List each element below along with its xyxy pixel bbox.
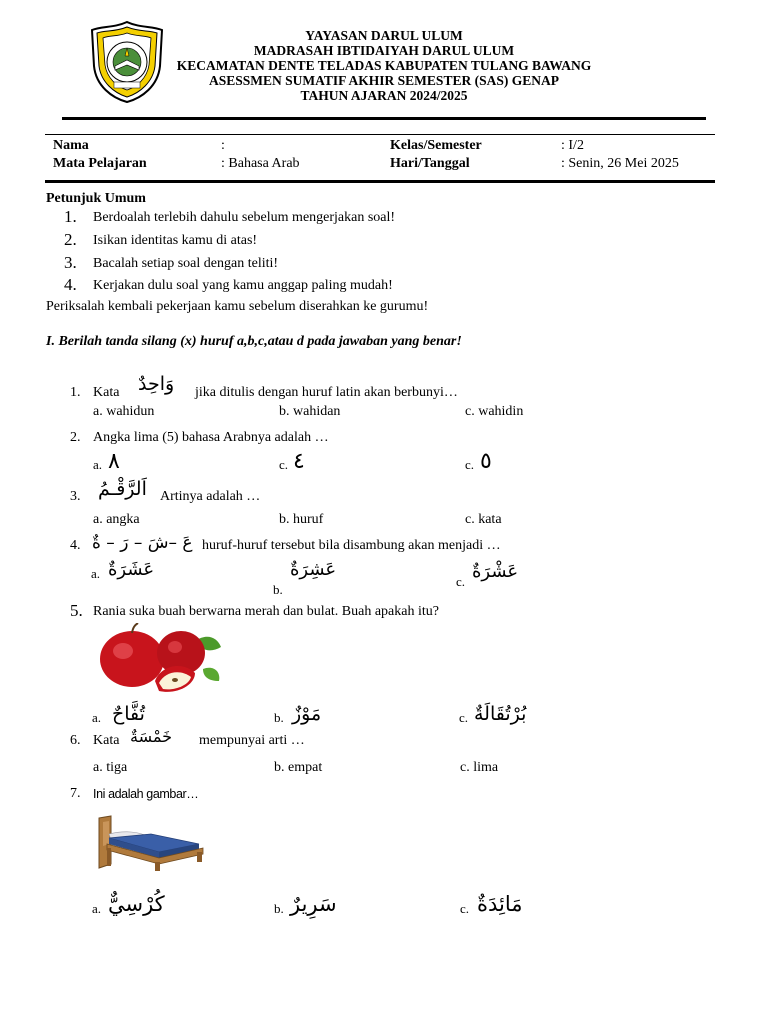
header-divider bbox=[62, 117, 706, 120]
kelas-label: Kelas/Semester bbox=[390, 138, 482, 153]
nama-value: : bbox=[221, 138, 225, 153]
q2-number: 2. bbox=[70, 430, 81, 445]
instruction-num-2: 2. bbox=[64, 230, 77, 249]
instruction-text-1: Berdoalah terlebih dahulu sebelum mengerjakan soal! bbox=[93, 210, 396, 225]
q4-option-c[interactable]: عَشْرَةٌ bbox=[472, 561, 519, 582]
identity-divider-top bbox=[45, 134, 715, 135]
section1-title: I. Berilah tanda silang (x) huruf a,b,c,atau d pada jawaban yang benar! bbox=[46, 334, 462, 349]
q1-option-c[interactable]: c. wahidin bbox=[465, 404, 524, 419]
q6-number: 6. bbox=[70, 733, 81, 748]
q2-option-b-letter: c. bbox=[279, 457, 289, 472]
q5-option-c[interactable]: بُرْتُقَالَةٌ bbox=[474, 703, 527, 725]
q7-text: Ini adalah gambar… bbox=[93, 787, 199, 801]
instruction-num-4: 4. bbox=[64, 275, 77, 294]
q4-option-a[interactable]: عَشَرَةٌ bbox=[108, 559, 155, 580]
q4-arabic: عَ –شَ – رَ – ةٌ bbox=[92, 533, 193, 553]
q5-option-a[interactable]: تُفَّاحٌ bbox=[112, 703, 145, 725]
q7-option-c[interactable]: مَائِدَةٌ bbox=[477, 892, 523, 916]
q6-arabic: خَمْسَةٌ bbox=[130, 727, 172, 746]
q3-option-c[interactable]: c. kata bbox=[465, 512, 502, 527]
instructions-title: Petunjuk Umum bbox=[46, 191, 146, 206]
q3-post: Artinya adalah … bbox=[160, 489, 261, 504]
instructions-footer: Periksalah kembali pekerjaan kamu sebelum diserahkan ke gurumu! bbox=[46, 299, 429, 314]
q7-option-c-letter: c. bbox=[460, 901, 470, 916]
q7-number: 7. bbox=[70, 786, 81, 801]
q2-option-c[interactable]: ٥ bbox=[480, 449, 492, 474]
nama-label: Nama bbox=[53, 138, 89, 153]
q2-option-a[interactable]: ٨ bbox=[108, 449, 120, 474]
header-exam: ASESSMEN SUMATIF AKHIR SEMESTER (SAS) GENAP bbox=[209, 73, 559, 88]
q4-option-b[interactable]: عَشِرَةٌ bbox=[290, 559, 337, 580]
q5-text: Rania suka buah berwarna merah dan bulat. Buah apakah itu? bbox=[93, 604, 439, 619]
q7-option-b[interactable]: سَرِيرٌ bbox=[290, 892, 337, 916]
q2-option-b[interactable]: ٤ bbox=[293, 449, 305, 474]
mapel-label: Mata Pelajaran bbox=[53, 156, 147, 171]
instruction-text-2: Isikan identitas kamu di atas! bbox=[93, 233, 258, 248]
q1-option-a[interactable]: a. wahidun bbox=[93, 404, 155, 419]
bed-image bbox=[95, 814, 207, 872]
q1-pre: Kata bbox=[93, 385, 120, 400]
q1-post: jika ditulis dengan huruf latin akan berbunyi… bbox=[195, 385, 458, 400]
q5-option-b-letter: b. bbox=[274, 710, 284, 725]
q4-option-b-letter: b. bbox=[273, 582, 283, 597]
q6-post: mempunyai arti … bbox=[199, 733, 305, 748]
q7-option-a[interactable]: كُرْسِيٌّ bbox=[108, 892, 165, 916]
q5-option-b[interactable]: مَوْزٌ bbox=[292, 703, 322, 725]
kelas-value: : I/2 bbox=[561, 138, 584, 153]
q6-option-a[interactable]: a. tiga bbox=[93, 760, 128, 775]
q5-number: 5. bbox=[70, 601, 83, 620]
q1-option-b[interactable]: b. wahidan bbox=[279, 404, 341, 419]
instruction-text-3: Bacalah setiap soal dengan teliti! bbox=[93, 256, 279, 271]
q5-option-a-letter: a. bbox=[92, 710, 102, 725]
q4-number: 4. bbox=[70, 538, 81, 553]
q2-option-a-letter: a. bbox=[93, 457, 103, 472]
mapel-value: : Bahasa Arab bbox=[221, 156, 300, 171]
q4-option-a-letter: a. bbox=[91, 566, 101, 581]
q3-number: 3. bbox=[70, 489, 81, 504]
apple-image bbox=[95, 623, 223, 695]
q4-option-c-letter: c. bbox=[456, 574, 466, 589]
q4-post: huruf-huruf tersebut bila disambung akan menjadi … bbox=[202, 538, 501, 553]
q7-option-a-letter: a. bbox=[92, 901, 102, 916]
hari-label: Hari/Tanggal bbox=[390, 156, 470, 171]
header-school: MADRASAH IBTIDAIYAH DARUL ULUM bbox=[253, 43, 515, 58]
identity-divider-bottom bbox=[45, 180, 715, 183]
q1-number: 1. bbox=[70, 385, 81, 400]
q2-option-c-letter: c. bbox=[465, 457, 475, 472]
q3-option-a[interactable]: a. angka bbox=[93, 512, 140, 527]
q3-option-b[interactable]: b. huruf bbox=[279, 512, 324, 527]
hari-value: : Senin, 26 Mei 2025 bbox=[561, 156, 679, 171]
header-year: TAHUN AJARAN 2024/2025 bbox=[300, 88, 468, 103]
q6-pre: Kata bbox=[93, 733, 120, 748]
q5-option-c-letter: c. bbox=[459, 710, 469, 725]
q6-option-b[interactable]: b. empat bbox=[274, 760, 323, 775]
instruction-num-1: 1. bbox=[64, 207, 77, 226]
header-foundation: YAYASAN DARUL ULUM bbox=[305, 28, 463, 43]
header-district: KECAMATAN DENTE TELADAS KABUPATEN TULANG BAWANG bbox=[176, 58, 592, 73]
q1-arabic: وَاحِدٌ bbox=[138, 373, 175, 395]
q7-option-b-letter: b. bbox=[274, 901, 284, 916]
instruction-num-3: 3. bbox=[64, 253, 77, 272]
instruction-text-4: Kerjakan dulu soal yang kamu anggap paling mudah! bbox=[93, 278, 393, 293]
q6-option-c[interactable]: c. lima bbox=[460, 760, 499, 775]
q2-text: Angka lima (5) bahasa Arabnya adalah … bbox=[93, 430, 329, 445]
q3-arabic: اَلرَّقْـمُ bbox=[98, 478, 147, 500]
